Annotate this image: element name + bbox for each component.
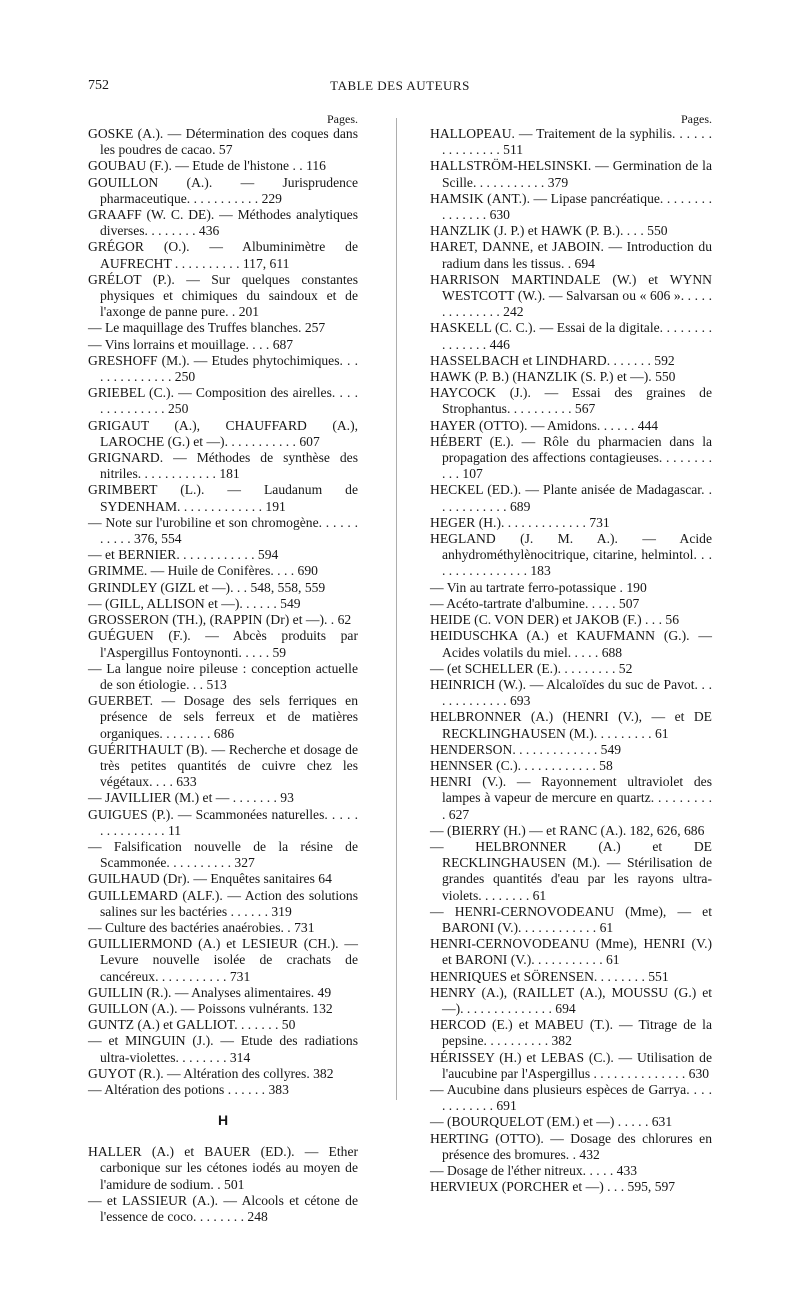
index-entry: GUILHAUD (Dr). — Enquêtes sanitaires 64 bbox=[88, 871, 332, 887]
index-entry: HENRIQUES et SÖRENSEN. . . . . . . . 551 bbox=[430, 968, 669, 984]
index-entry: — et MINGUIN (J.). — Etude des radiations ultra-violettes. . . . . . . . 314 bbox=[88, 1033, 358, 1065]
index-entry: GUERBET. — Dosage des sels ferriques en présence de sels ferreux et de matières organiques. . . . . . . . 686 bbox=[88, 693, 358, 741]
index-entry: HERCOD (E.) et MABEU (T.). — Titrage de la pepsine. . . . . . . . . . 382 bbox=[430, 1017, 712, 1049]
index-entry: — JAVILLIER (M.) et — . . . . . . . 93 bbox=[88, 790, 294, 806]
index-entry: GOSKE (A.). — Détermination des coques dans les poudres de cacao. 57 bbox=[88, 126, 358, 158]
section-letter-h: H bbox=[217, 1112, 229, 1129]
index-entry: HENNSER (C.). . . . . . . . . . . . 58 bbox=[430, 757, 613, 773]
index-entry: HALLOPEAU. — Traitement de la syphilis. . . . . . . . . . . . . . . 511 bbox=[430, 126, 712, 158]
index-entry: — (GILL, ALLISON et —). . . . . . 549 bbox=[88, 595, 301, 611]
index-entry: HAYER (OTTO). — Amidons. . . . . . 444 bbox=[430, 417, 659, 433]
page-header bbox=[0, 78, 800, 98]
index-entry: GUYOT (R.). — Altération des collyres. 382 bbox=[88, 1065, 334, 1081]
index-entry: GUÉGUEN (F.). — Abcès produits par l'Aspergillus Fontoynonti. . . . . 59 bbox=[88, 628, 358, 660]
index-entry: HEIDE (C. VON DER) et JAKOB (F.) . . . 56 bbox=[430, 612, 679, 628]
index-entry: GRESHOFF (M.). — Etudes phytochimiques. . . . . . . . . . . . . . 250 bbox=[88, 352, 358, 385]
index-entry: HENDERSON. . . . . . . . . . . . . 549 bbox=[430, 741, 622, 757]
index-entry: HASSELBACH et LINDHARD. . . . . . . 592 bbox=[430, 352, 675, 368]
index-entry: GROSSERON (TH.), (RAPPIN (Dr) et —). . 62 bbox=[88, 612, 352, 628]
index-entry: GOUBAU (F.). — Etude de l'histone . . 116 bbox=[88, 158, 326, 174]
column-divider bbox=[396, 118, 397, 1100]
index-entry: — Falsification nouvelle de la résine de Scammonée. . . . . . . . . . 327 bbox=[88, 838, 358, 871]
index-entry: GRIGAUT (A.), CHAUFFARD (A.), LAROCHE (G.) et —). . . . . . . . . . . 607 bbox=[88, 417, 358, 449]
index-entry: HEINRICH (W.). — Alcaloïdes du suc de Pavot. . . . . . . . . . . . . 693 bbox=[430, 676, 712, 709]
index-entry: HERTING (OTTO). — Dosage des chlorures en présence des bromures. . 432 bbox=[430, 1130, 712, 1162]
pages-label-right: Pages. bbox=[681, 112, 712, 126]
index-entry: — Culture des bactéries anaérobies. . 731 bbox=[88, 919, 315, 935]
index-entry: — HENRI-CERNOVODEANU (Mme), — et BARONI (V.). . . . . . . . . . . . 61 bbox=[430, 903, 712, 935]
index-entry: — Vins lorrains et mouillage. . . . 687 bbox=[88, 336, 294, 352]
index-entry: — (et SCHELLER (E.). . . . . . . . . 52 bbox=[430, 660, 633, 676]
index-entry: — Dosage de l'éther nitreux. . . . . 433 bbox=[430, 1163, 638, 1178]
index-entry: GUÉRITHAULT (B). — Recherche et dosage de très petites quantités de cuivre chez les végétaux. . . . 633 bbox=[88, 741, 358, 790]
entries-h-continued bbox=[430, 126, 712, 1195]
left-column bbox=[88, 112, 358, 1225]
index-entry: HARRISON MARTINDALE (W.) et WYNN WESTCOTT (W.). — Salvarsan ou « 606 ». . . . . . . . . . . . . . 242 bbox=[430, 271, 712, 320]
index-entry: HERVIEUX (PORCHER et —) . . . 595, 597 bbox=[430, 1179, 676, 1195]
index-entry: HAMSIK (ANT.). — Lipase pancréatique. . . . . . . . . . . . . . . 630 bbox=[430, 190, 712, 223]
index-entry: HARET, DANNE, et JABOIN. — Introduction du radium dans les tissus. . 694 bbox=[430, 239, 712, 271]
index-entry: HANZLIK (J. P.) et HAWK (P. B.). . . . 550 bbox=[430, 223, 668, 239]
index-entry: HAWK (P. B.) (HANZLIK (S. P.) et —). 550 bbox=[430, 369, 676, 385]
index-entry: — Note sur l'urobiline et son chromogène. . . . . . . . . . . 376, 554 bbox=[88, 514, 358, 547]
index-entry: GRÉGOR (O.). — Albuminimètre de AUFRECHT . . . . . . . . . . 117, 611 bbox=[88, 239, 358, 271]
index-entry: GRIEBEL (C.). — Composition des airelles. . . . . . . . . . . . . . 250 bbox=[88, 385, 358, 417]
index-entry: GRINDLEY (GIZL et —). . . 548, 558, 559 bbox=[88, 579, 326, 595]
index-entry: — Acéto-tartrate d'albumine. . . . . 507 bbox=[430, 595, 640, 611]
index-entry: HEGLAND (J. M. A.). — Acide anhydrométhylènocitrique, citarine, helmintol. . . . . . . . . . . . . . . . 183 bbox=[430, 531, 712, 579]
index-entry: GRAAFF (W. C. DE). — Méthodes analytiques diverses. . . . . . . . 436 bbox=[88, 207, 358, 239]
index-entry: HEIDUSCHKA (A.) et KAUFMANN (G.). — Acides volatils du miel. . . . . 688 bbox=[430, 628, 712, 660]
index-entry: GUILLEMARD (ALF.). — Action des solutions salines sur les bactéries . . . . . . 319 bbox=[88, 887, 358, 919]
index-entry: HALLSTRÖM-HELSINSKI. — Germination de la Scille. . . . . . . . . . . 379 bbox=[430, 158, 712, 190]
index-entry: GUIGUES (P.). — Scammonées naturelles. . . . . . . . . . . . . . . 11 bbox=[88, 806, 358, 838]
index-entry: GRIMBERT (L.). — Laudanum de SYDENHAM. . . . . . . . . . . . . 191 bbox=[88, 482, 358, 514]
index-entry: HAYCOCK (J.). — Essai des graines de Strophantus. . . . . . . . . . 567 bbox=[430, 385, 712, 417]
right-column bbox=[430, 112, 712, 1195]
index-entry: HELBRONNER (A.) (HENRI (V.), — et DE RECKLINGHAUSEN (M.). . . . . . . . . 61 bbox=[430, 709, 712, 741]
index-entry: HENRI (V.). — Rayonnement ultraviolet des lampes à vapeur de mercure en quartz. . . . . . . . . . 627 bbox=[430, 774, 712, 822]
index-entry: HENRY (A.), (RAILLET (A.), MOUSSU (G.) et —). . . . . . . . . . . . . . 694 bbox=[430, 984, 712, 1016]
index-entry: — (BOURQUELOT (EM.) et —) . . . . . 631 bbox=[430, 1114, 673, 1130]
index-entry: HENRI-CERNOVODEANU (Mme), HENRI (V.) et BARONI (V.). . . . . . . . . . . 61 bbox=[430, 936, 712, 968]
index-entry: GUNTZ (A.) et GALLIOT. . . . . . . 50 bbox=[88, 1017, 296, 1033]
index-entry: GRIGNARD. — Méthodes de synthèse des nitriles. . . . . . . . . . . . 181 bbox=[88, 450, 358, 482]
index-entry: — Vin au tartrate ferro-potassique . 190 bbox=[430, 579, 647, 595]
index-entry: — et BERNIER. . . . . . . . . . . . 594 bbox=[88, 547, 279, 563]
index-entry: HÉRISSEY (H.) et LEBAS (C.). — Utilisation de l'aucubine par l'Aspergillus . . . . . . . . . . . . . . 630 bbox=[430, 1049, 712, 1081]
index-entry: HASKELL (C. C.). — Essai de la digitale. . . . . . . . . . . . . . . 446 bbox=[430, 320, 712, 352]
index-entry: GOUILLON (A.). — Jurisprudence pharmaceutique. . . . . . . . . . . 229 bbox=[88, 174, 358, 206]
index-entry: — et LASSIEUR (A.). — Alcools et cétone de l'essence de coco. . . . . . . . 248 bbox=[88, 1192, 358, 1224]
index-entry: HEGER (H.). . . . . . . . . . . . . 731 bbox=[430, 514, 610, 530]
index-entry: GUILLIN (R.). — Analyses alimentaires. 49 bbox=[88, 984, 332, 1000]
index-entry: HÉBERT (E.). — Rôle du pharmacien dans la propagation des affections contagieuses. . . . . . . . . . . 107 bbox=[430, 433, 712, 482]
index-entry: — HELBRONNER (A.) et DE RECKLINGHAUSEN (M.). — Stérilisation de grandes quantités d'eau par les rayons ultra-violets. . . . . . . . 61 bbox=[430, 838, 712, 903]
index-entry: — (BIERRY (H.) — et RANC (A.). 182, 626, 686 bbox=[430, 822, 705, 838]
entries-h bbox=[88, 1144, 358, 1225]
index-entry: — Altération des potions . . . . . . 383 bbox=[88, 1081, 289, 1097]
index-entry: — Le maquillage des Truffes blanches. 257 bbox=[88, 320, 326, 336]
index-entry: GUILLIERMOND (A.) et LESIEUR (CH.). — Levure nouvelle isolée de crachats de cancéreux. . . . . . . . . . . 731 bbox=[88, 936, 358, 984]
pages-label-left: Pages. bbox=[327, 112, 358, 126]
page-number: 752 bbox=[88, 78, 109, 93]
index-entry: HALLER (A.) et BAUER (ED.). — Ether carbonique sur les cétones iodés au moyen de l'amidure de sodium. . 501 bbox=[88, 1144, 358, 1192]
index-entry: GRÉLOT (P.). — Sur quelques constantes physiques et chimiques du saindoux et de l'axonge de panne pure. . 201 bbox=[88, 271, 358, 320]
index-entry: — La langue noire pileuse : conception actuelle de son étiologie. . . 513 bbox=[88, 660, 358, 692]
index-entry: GUILLON (A.). — Poissons vulnérants. 132 bbox=[88, 1000, 333, 1016]
index-entry: — Aucubine dans plusieurs espèces de Garrya. . . . . . . . . . . . 691 bbox=[430, 1081, 712, 1114]
index-entry: GRIMME. — Huile de Conifères. . . . 690 bbox=[88, 563, 318, 579]
running-title: TABLE DES AUTEURS bbox=[330, 78, 470, 93]
index-entry: HECKEL (ED.). — Plante anisée de Madagascar. . . . . . . . . . . . 689 bbox=[430, 482, 712, 514]
entries-g bbox=[88, 126, 358, 1098]
